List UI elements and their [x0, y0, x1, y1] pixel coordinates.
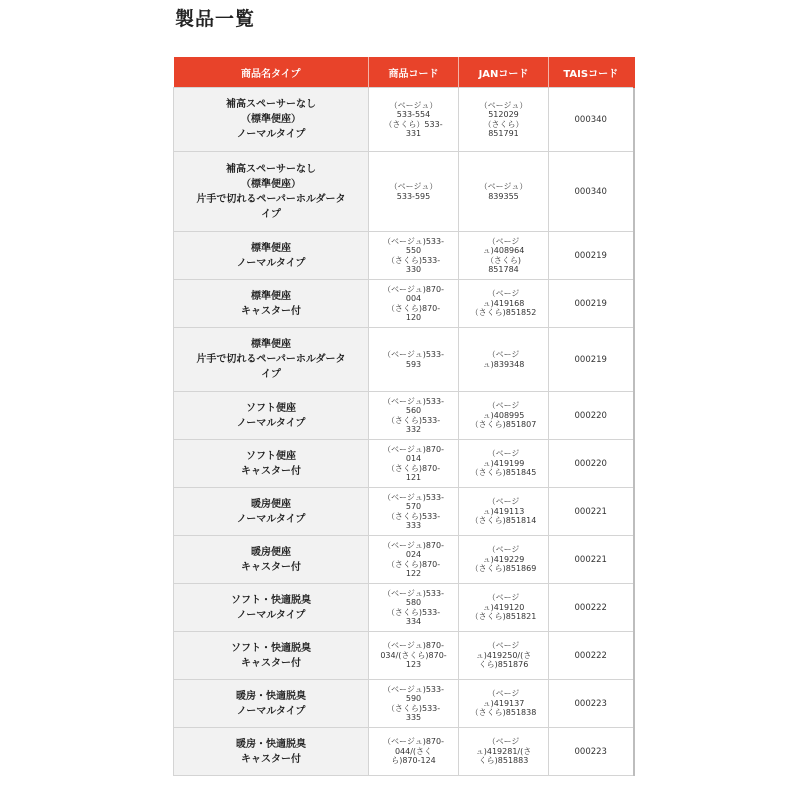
product-code-cell: （ベージュ)870- 024 （さくら)870- 122	[369, 536, 459, 584]
header-tais-code: TAISコード	[549, 57, 634, 88]
product-type-cell	[174, 232, 369, 280]
table-row	[174, 280, 634, 328]
product-type-line: 暖房・快適脱臭	[236, 690, 306, 702]
jan-code-cell: （ベージ ュ)419137 （さくら)851838	[459, 680, 549, 728]
header-product-code: 商品コード	[369, 57, 459, 88]
product-code-cell: （ベージュ)533- 590 （さくら)533- 335	[369, 680, 459, 728]
product-type-cell	[174, 680, 369, 728]
tais-code-cell: 000221	[549, 536, 634, 584]
table-row	[174, 328, 634, 392]
product-type-line: ソフト便座	[246, 450, 296, 462]
product-type-cell	[174, 152, 369, 232]
product-type-line: 暖房便座	[251, 498, 291, 510]
tais-code-cell: 000340	[549, 88, 634, 152]
tais-code-cell: 000220	[549, 392, 634, 440]
tais-code-cell: 000219	[549, 280, 634, 328]
product-code-cell: （ベージュ)533- 570 （さくら)533- 333	[369, 488, 459, 536]
product-type-cell	[174, 440, 369, 488]
product-type-cell	[174, 392, 369, 440]
product-code-cell: （ベージュ)533- 560 （さくら)533- 332	[369, 392, 459, 440]
jan-code-cell: （ベージ ュ)408964 （さくら) 851784	[459, 232, 549, 280]
product-type-line: ノーマルタイプ	[236, 129, 306, 140]
product-type-line: 標準便座	[251, 339, 291, 350]
product-type-cell	[174, 536, 369, 584]
product-code-cell: （ベージュ） 533-554 （さくら）533- 331	[369, 88, 459, 152]
table-header	[174, 57, 634, 88]
jan-code-cell: （ベージ ュ)408995 （さくら)851807	[459, 392, 549, 440]
product-type-line: 標準便座	[251, 290, 291, 302]
table-row	[174, 392, 634, 440]
product-type-cell	[174, 280, 369, 328]
product-type-line: （標準便座）	[241, 178, 301, 190]
table-row	[174, 536, 634, 584]
jan-code-cell: （ベージ ュ)419281/(さ くら)851883	[459, 728, 549, 776]
table-body	[174, 88, 634, 776]
tais-code-cell: 000220	[549, 440, 634, 488]
product-code-cell: （ベージュ)870- 044/(さく ら)870-124	[369, 728, 459, 776]
table-row	[174, 88, 634, 152]
product-type-line: （標準便座）	[241, 114, 301, 125]
product-type-line: キャスター付	[241, 657, 301, 669]
product-code-cell: （ベージュ)870- 034/(さくら)870-123	[369, 632, 459, 680]
product-type-line: イプ	[261, 208, 281, 220]
jan-code-cell: （ベージ ュ)419250/(さ くら)851876	[459, 632, 549, 680]
product-type-cell	[174, 488, 369, 536]
product-code-cell: （ベージュ)533- 593	[369, 328, 459, 392]
product-type-line: 暖房便座	[251, 546, 291, 558]
jan-code-cell: （ベージ ュ)419229 （さくら)851869	[459, 536, 549, 584]
table-row	[174, 584, 634, 632]
product-type-line: ノーマルタイプ	[236, 609, 306, 621]
page-title: 製品一覧	[175, 8, 256, 30]
product-type-line: キャスター付	[241, 305, 301, 317]
product-type-cell	[174, 584, 369, 632]
product-code-cell: （ベージュ)533- 550 （さくら)533- 330	[369, 232, 459, 280]
tais-code-cell: 000340	[549, 152, 634, 232]
product-type-line: イプ	[261, 369, 281, 380]
product-code-cell: （ベージュ)870- 014 （さくら)870- 121	[369, 440, 459, 488]
jan-code-cell: （ベージ ュ)419120 （さくら)851821	[459, 584, 549, 632]
table-row	[174, 680, 634, 728]
product-table-container	[173, 57, 633, 776]
product-type-line: 暖房・快適脱臭	[236, 738, 306, 750]
jan-code-cell: （ベージ ュ)419113 （さくら)851814	[459, 488, 549, 536]
product-code-cell: （ベージュ） 533-595	[369, 152, 459, 232]
jan-code-cell: （ベージュ） 839355	[459, 152, 549, 232]
product-type-line: キャスター付	[241, 465, 301, 477]
product-type-line: ノーマルタイプ	[236, 417, 306, 429]
jan-code-cell: （ベージ ュ)419199 （さくら)851845	[459, 440, 549, 488]
product-type-line: 補高スペーサーなし	[226, 99, 316, 110]
table-row	[174, 152, 634, 232]
tais-code-cell: 000223	[549, 728, 634, 776]
product-table	[173, 57, 635, 776]
product-type-line: ソフト・快適脱臭	[231, 594, 311, 606]
product-type-line: ソフト便座	[246, 402, 296, 414]
product-type-line: ソフト・快適脱臭	[231, 642, 311, 654]
product-type-line: 片手で切れるペーパーホルダータ	[196, 193, 346, 205]
tais-code-cell: 000222	[549, 584, 634, 632]
product-type-line: ノーマルタイプ	[236, 257, 306, 269]
jan-code-cell: （ベージュ） 512029 （さくら） 851791	[459, 88, 549, 152]
product-type-line: 補高スペーサーなし	[226, 163, 316, 175]
tais-code-cell: 000222	[549, 632, 634, 680]
header-jan-code: JANコード	[459, 57, 549, 88]
table-row	[174, 728, 634, 776]
jan-code-cell: （ベージ ュ)419168 （さくら)851852	[459, 280, 549, 328]
jan-code-cell: （ベージ ュ)839348	[459, 328, 549, 392]
product-type-line: ノーマルタイプ	[236, 513, 306, 525]
tais-code-cell: 000221	[549, 488, 634, 536]
product-type-cell	[174, 728, 369, 776]
table-row	[174, 232, 634, 280]
tais-code-cell: 000219	[549, 232, 634, 280]
product-type-line: キャスター付	[241, 753, 301, 765]
product-type-cell	[174, 88, 369, 152]
product-code-cell: （ベージュ)533- 580 （さくら)533- 334	[369, 584, 459, 632]
product-type-line: キャスター付	[241, 561, 301, 573]
table-row	[174, 488, 634, 536]
product-code-cell: （ベージュ)870- 004 （さくら)870- 120	[369, 280, 459, 328]
product-type-line: ノーマルタイプ	[236, 705, 306, 717]
tais-code-cell: 000223	[549, 680, 634, 728]
product-type-cell	[174, 328, 369, 392]
tais-code-cell: 000219	[549, 328, 634, 392]
header-product-type: 商品名タイプ	[174, 57, 369, 88]
table-row	[174, 632, 634, 680]
table-row	[174, 440, 634, 488]
product-type-cell	[174, 632, 369, 680]
product-type-line: 片手で切れるペーパーホルダータ	[196, 354, 346, 365]
product-type-line: 標準便座	[251, 242, 291, 254]
header-row	[174, 57, 634, 88]
